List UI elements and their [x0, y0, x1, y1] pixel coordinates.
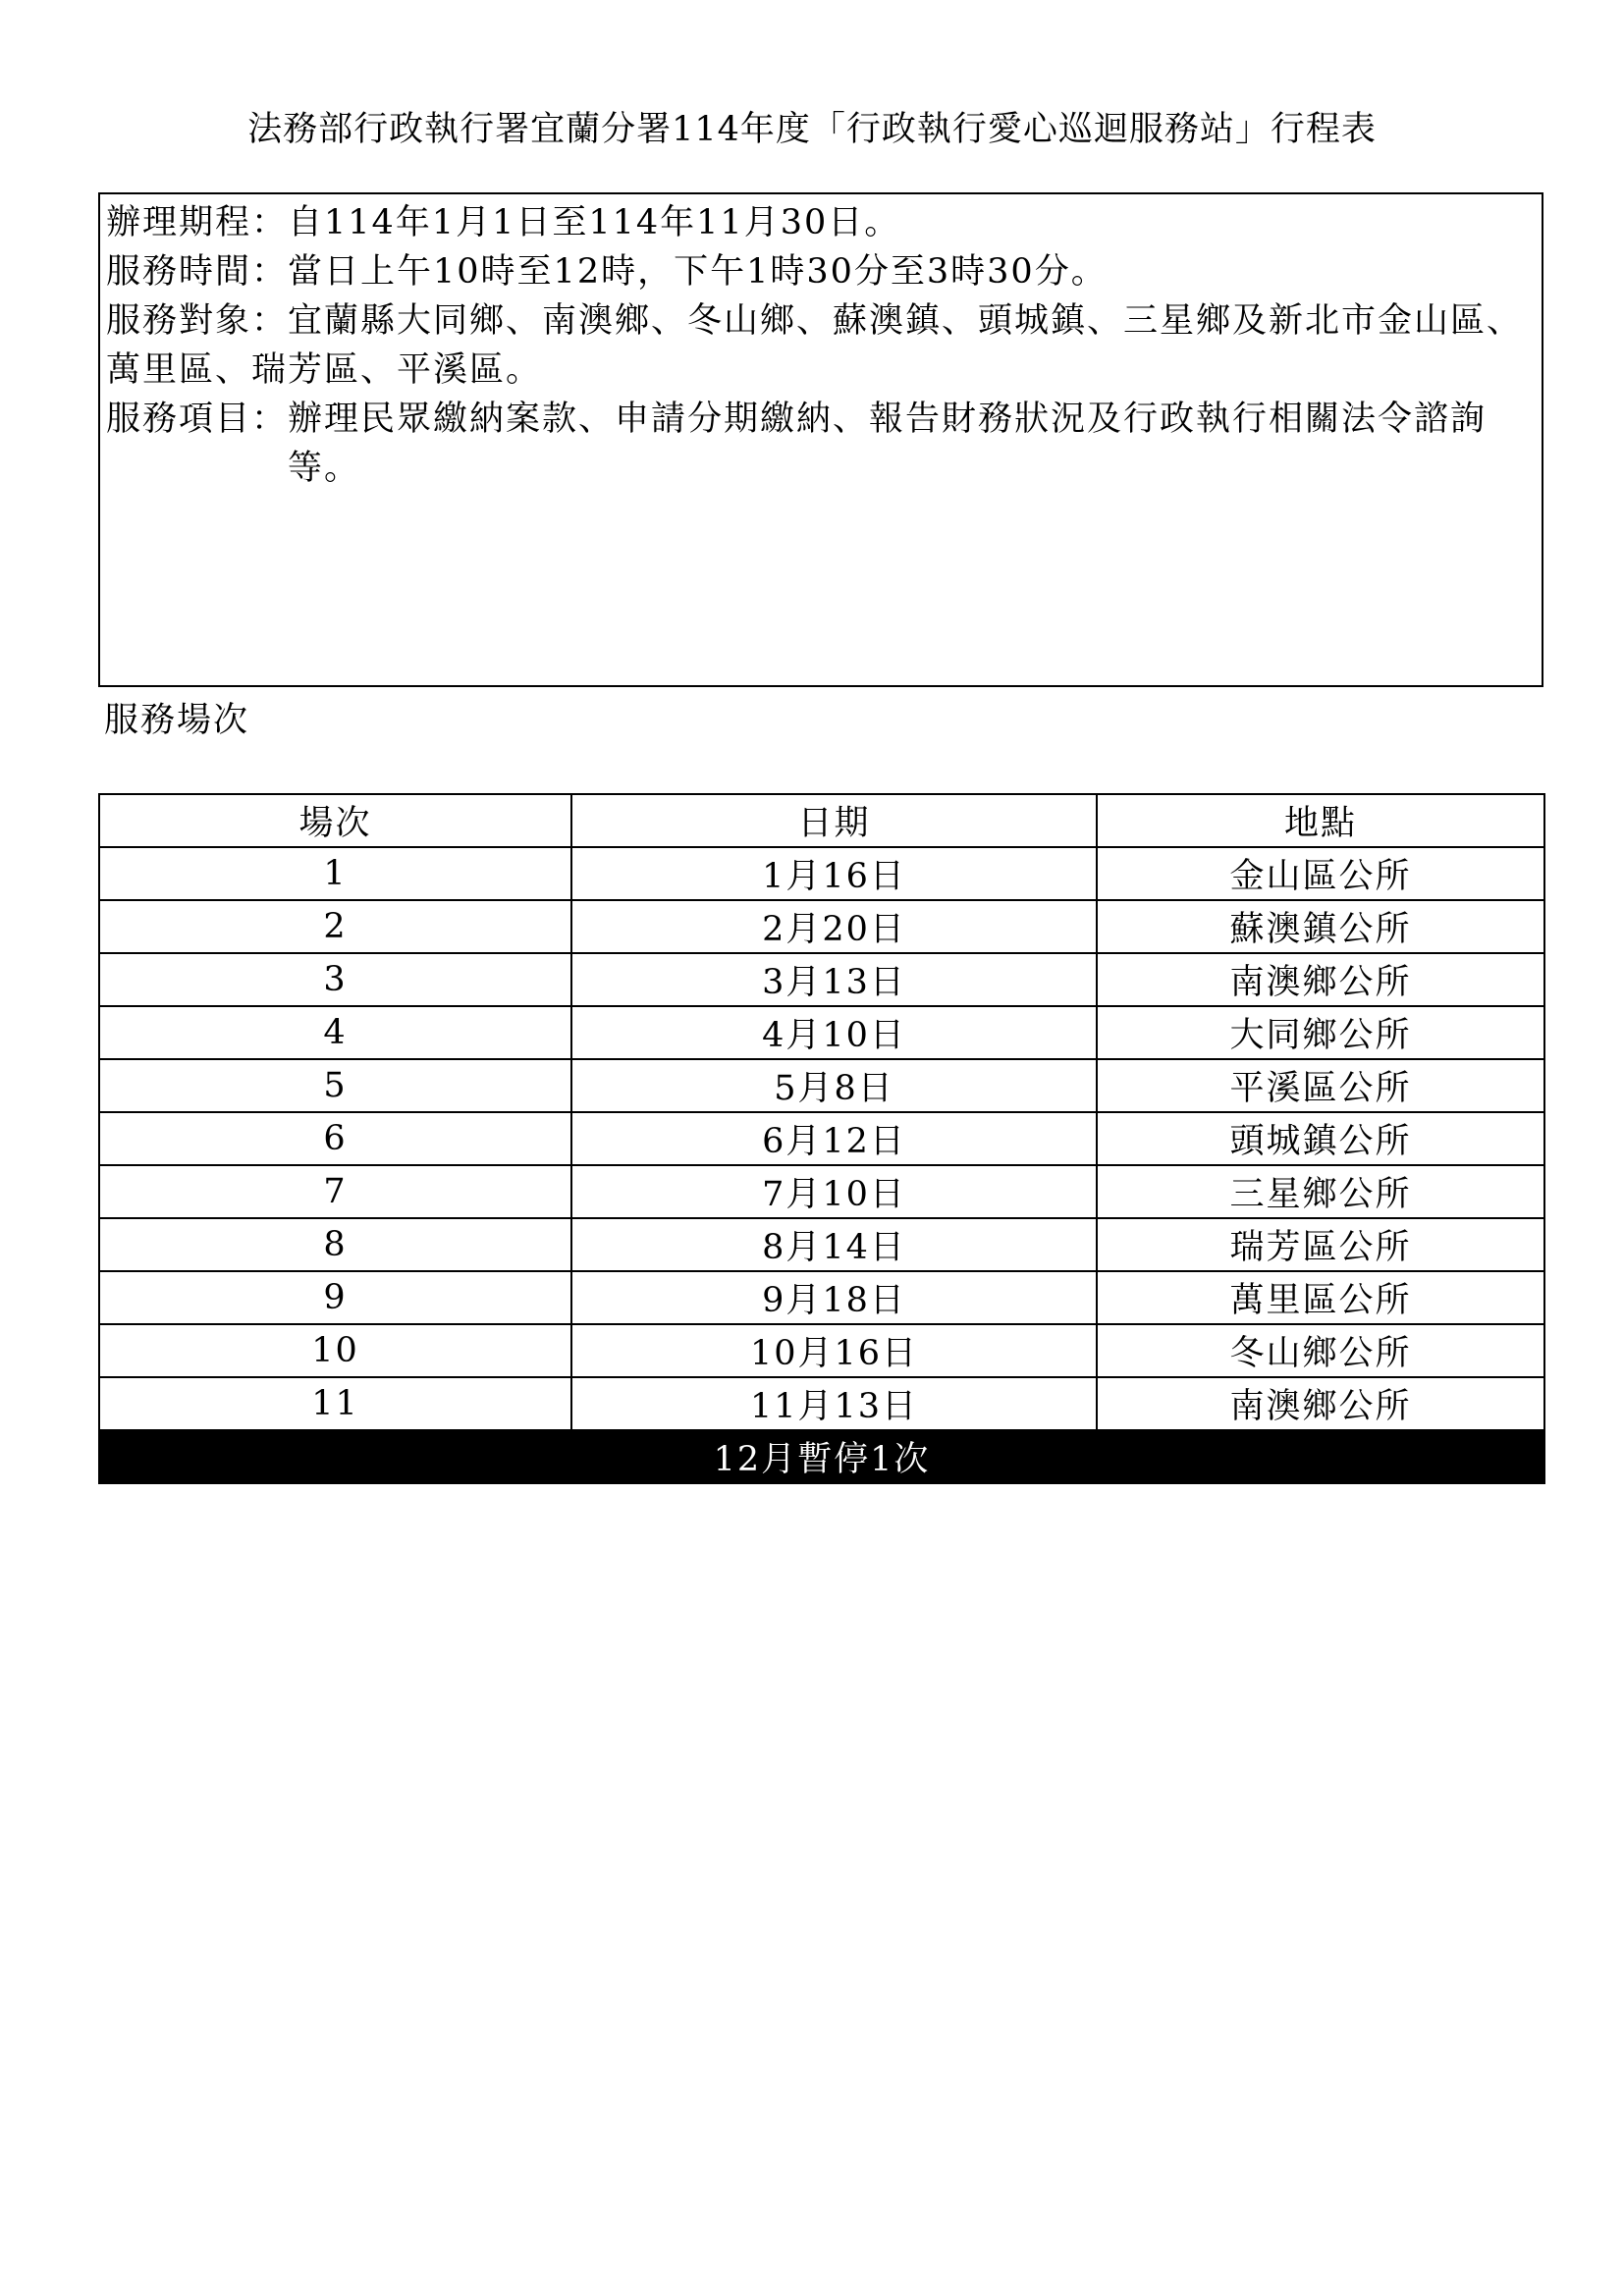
cell-session: 5: [99, 1059, 571, 1112]
cell-session: 6: [99, 1112, 571, 1165]
header-date: 日期: [571, 794, 1097, 847]
table-header-row: [99, 794, 1544, 847]
table-row: [99, 900, 1544, 953]
cell-location: 大同鄉公所: [1097, 1006, 1544, 1059]
cell-date: 5月8日: [571, 1059, 1097, 1112]
cell-date: 3月13日: [571, 953, 1097, 1006]
cell-location: 萬里區公所: [1097, 1271, 1544, 1324]
table-row: [99, 1006, 1544, 1059]
table-row: [99, 1324, 1544, 1377]
table-row: [99, 1271, 1544, 1324]
cell-location: 金山區公所: [1097, 847, 1544, 900]
cell-session: 4: [99, 1006, 571, 1059]
cell-date: 11月13日: [571, 1377, 1097, 1430]
target-text: 宜蘭縣大同鄉、南澳鄉、冬山鄉、蘇澳鎮、頭城鎮、三星鄉及新北市金山區、萬里區、瑞芳區、平溪區。: [106, 301, 1524, 390]
table-footer-row: [99, 1430, 1544, 1483]
cell-session: 7: [99, 1165, 571, 1218]
items-row: [100, 395, 1542, 493]
document-title: 法務部行政執行署宜蘭分署114年度「行政執行愛心巡迴服務站」行程表: [247, 110, 1377, 149]
header-location: 地點: [1097, 794, 1544, 847]
cell-date: 6月12日: [571, 1112, 1097, 1165]
header-session: 場次: [99, 794, 571, 847]
hours-text: 當日上午10時至12時，下午1時30分至3時30分。: [288, 252, 1108, 292]
cell-location: 南澳鄉公所: [1097, 1377, 1544, 1430]
cell-date: 4月10日: [571, 1006, 1097, 1059]
table-row: [99, 1377, 1544, 1430]
hours-row: [100, 247, 1542, 296]
cell-date: 8月14日: [571, 1218, 1097, 1271]
cell-date: 10月16日: [571, 1324, 1097, 1377]
cell-date: 1月16日: [571, 847, 1097, 900]
table-row: [99, 1218, 1544, 1271]
cell-date: 2月20日: [571, 900, 1097, 953]
table-row: [99, 1112, 1544, 1165]
period-label: 辦理期程：: [106, 203, 289, 242]
info-box: [98, 192, 1543, 687]
cell-location: 蘇澳鎮公所: [1097, 900, 1544, 953]
period-row: [100, 198, 1542, 247]
cell-location: 南澳鄉公所: [1097, 953, 1544, 1006]
section-label: 服務場次: [104, 701, 250, 740]
target-label: 服務對象：: [106, 301, 289, 341]
target-row: [100, 296, 1542, 395]
cell-session: 10: [99, 1324, 571, 1377]
cell-date: 9月18日: [571, 1271, 1097, 1324]
cell-session: 3: [99, 953, 571, 1006]
table-row: [99, 953, 1544, 1006]
period-text: 自114年1月1日至114年11月30日。: [288, 203, 901, 242]
table-row: [99, 1165, 1544, 1218]
cell-location: 平溪區公所: [1097, 1059, 1544, 1112]
cell-location: 三星鄉公所: [1097, 1165, 1544, 1218]
cell-location: 瑞芳區公所: [1097, 1218, 1544, 1271]
table-row: [99, 847, 1544, 900]
cell-session: 11: [99, 1377, 571, 1430]
cell-session: 1: [99, 847, 571, 900]
items-label: 服務項目：: [106, 400, 289, 439]
cell-session: 9: [99, 1271, 571, 1324]
cell-location: 頭城鎮公所: [1097, 1112, 1544, 1165]
cell-date: 7月10日: [571, 1165, 1097, 1218]
table-row: [99, 1059, 1544, 1112]
cell-session: 8: [99, 1218, 571, 1271]
schedule-table: [98, 793, 1545, 1484]
footer-note: 12月暫停1次: [99, 1430, 1544, 1483]
cell-location: 冬山鄉公所: [1097, 1324, 1544, 1377]
items-text: 辦理民眾繳納案款、申請分期繳納、報告財務狀況及行政執行相關法令諮詢等。: [288, 400, 1488, 488]
hours-label: 服務時間：: [106, 252, 289, 292]
cell-session: 2: [99, 900, 571, 953]
